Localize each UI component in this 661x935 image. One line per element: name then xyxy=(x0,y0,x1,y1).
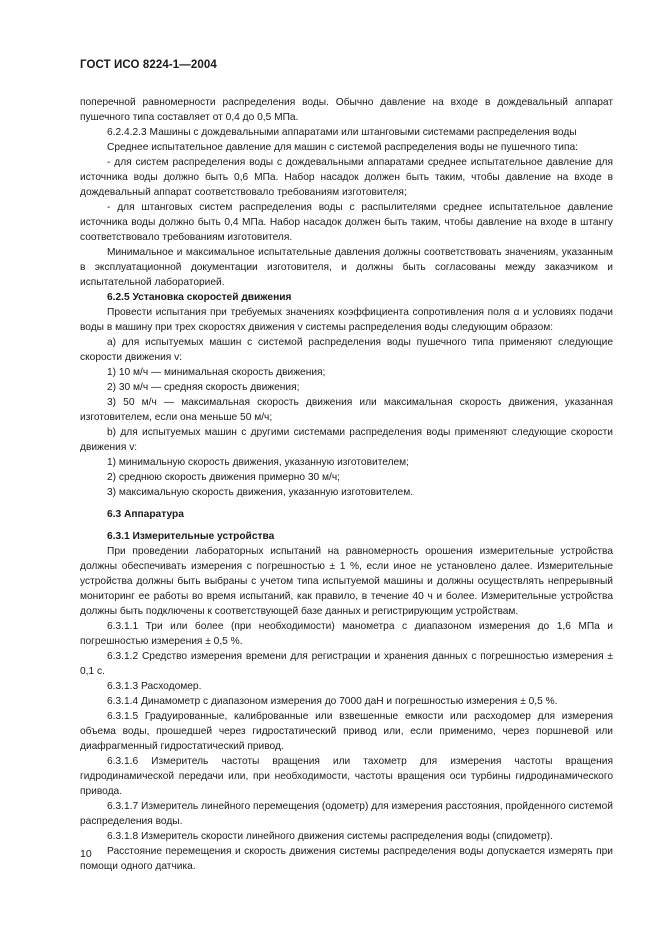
paragraph: Расстояние перемещения и скорость движения системы распределения воды допускается измерять при помощи одного датчика. xyxy=(80,846,613,872)
paragraph: 6.3 Аппаратура xyxy=(107,509,184,520)
paragraph: При проведении лабораторных испытаний на равномерность орошения измерительные устройства должны обеспечивать измерения с погрешностью ± 1 %, если иное не установлено далее. Измерительные устройства должны быть выбраны с учетом типа испытуемой машины и должны осуществлять непрерывный мониторинг ее работы во время испытаний, как правило, в течение 40 ч и более. Измерительные устройства должны быть подключены к соответствующей базе данных и регистрирующим устройствам. xyxy=(80,546,613,617)
paragraph: 6.3.1.6 Измеритель частоты вращения или тахометр для измерения частоты вращения гидродинамической передачи или, при необходимости, частоты вращения оси турбины гидродинамического привода. xyxy=(80,756,613,797)
paragraph: 6.3.1.5 Градуированные, калиброванные или взвешенные емкости или расходомер для измерения объема воды, прошедшей через гидростатический привод или, если применимо, через поршневой или диафрагменный гидростатический привод. xyxy=(80,711,613,752)
paragraph: 6.3.1.3 Расходомер. xyxy=(107,681,202,692)
paragraph: Минимальное и максимальное испытательные давления должны соответствовать значениям, указанным в эксплуатационной документации изготовителя, и должны быть согласованы между заказчиком и испытательной лабораторией. xyxy=(80,247,613,288)
paragraph: 1) 10 м/ч — минимальная скорость движения; xyxy=(107,367,326,378)
document-body xyxy=(80,95,613,874)
paragraph: 6.3.1.7 Измеритель линейного перемещения (одометр) для измерения расстояния, пройденного системой распределения воды. xyxy=(80,801,613,827)
paragraph: 6.3.1.8 Измеритель скорости линейного движения системы распределения воды (спидометр). xyxy=(107,831,553,842)
paragraph: 6.3.1.1 Три или более (при необходимости) манометра с диапазоном измерения до 1,6 МПа и погрешностью измерения ± 0,5 %. xyxy=(80,621,613,647)
paragraph: - для систем распределения воды с дождевальными аппаратами среднее испытательное давление для источника воды должно быть 0,6 МПа. Набор насадок должен быть таким, чтобы давление на входе в дождевальный аппарат соответствовало требованиям изготовителя; xyxy=(80,157,613,198)
document-header: ГОСТ ИСО 8224-1—2004 xyxy=(80,59,217,71)
paragraph: 2) среднюю скорость движения примерно 30 м/ч; xyxy=(107,472,340,483)
paragraph: 6.2.4.2.3 Машины с дождевальными аппаратами или штанговыми системами распределения воды xyxy=(107,127,577,138)
paragraph: - для штанговых систем распределения воды с распылителями среднее испытательное давление источника воды должно быть 0,4 МПа. Набор насадок должен быть таким, чтобы давление на входе в штангу соответствовало требованиям изготовителя. xyxy=(80,202,613,243)
paragraph: 6.2.5 Установка скоростей движения xyxy=(107,292,292,303)
paragraph: поперечной равномерности распределения воды. Обычно давление на входе в дождевальный аппарат пушечного типа составляет от 0,4 до 0,5 МПа. xyxy=(80,97,613,123)
paragraph: Среднее испытательное давление для машин с системой распределения воды не пушечного типа: xyxy=(107,142,578,153)
paragraph: 3) 50 м/ч — максимальная скорость движения или максимальная скорость движения, указанная изготовителем, если она меньше 50 м/ч; xyxy=(80,397,613,423)
paragraph: 3) максимальную скорость движения, указанную изготовителем. xyxy=(107,487,414,498)
page-number: 10 xyxy=(80,848,92,860)
paragraph: a) для испытуемых машин с системой распределения воды пушечного типа применяют следующие скорости движения v: xyxy=(80,337,613,363)
paragraph: 6.3.1 Измерительные устройства xyxy=(107,531,275,542)
paragraph: 1) минимальную скорость движения, указанную изготовителем; xyxy=(107,457,410,468)
paragraph: Провести испытания при требуемых значениях коэффициента сопротивления поля α и условиях подачи воды в машину при трех скоростях движения v системы распределения воды следующим образом: xyxy=(80,307,613,333)
paragraph: 6.3.1.4 Динамометр с диапазоном измерения до 7000 даН и погрешностью измерения ± 0,5 %. xyxy=(107,696,558,707)
paragraph: 2) 30 м/ч — средняя скорость движения; xyxy=(107,382,300,393)
paragraph: b) для испытуемых машин с другими системами распределения воды применяют следующие скорости движения v: xyxy=(80,427,613,453)
paragraph: 6.3.1.2 Средство измерения времени для регистрации и хранения данных с погрешностью измерения ± 0,1 с. xyxy=(80,651,613,677)
